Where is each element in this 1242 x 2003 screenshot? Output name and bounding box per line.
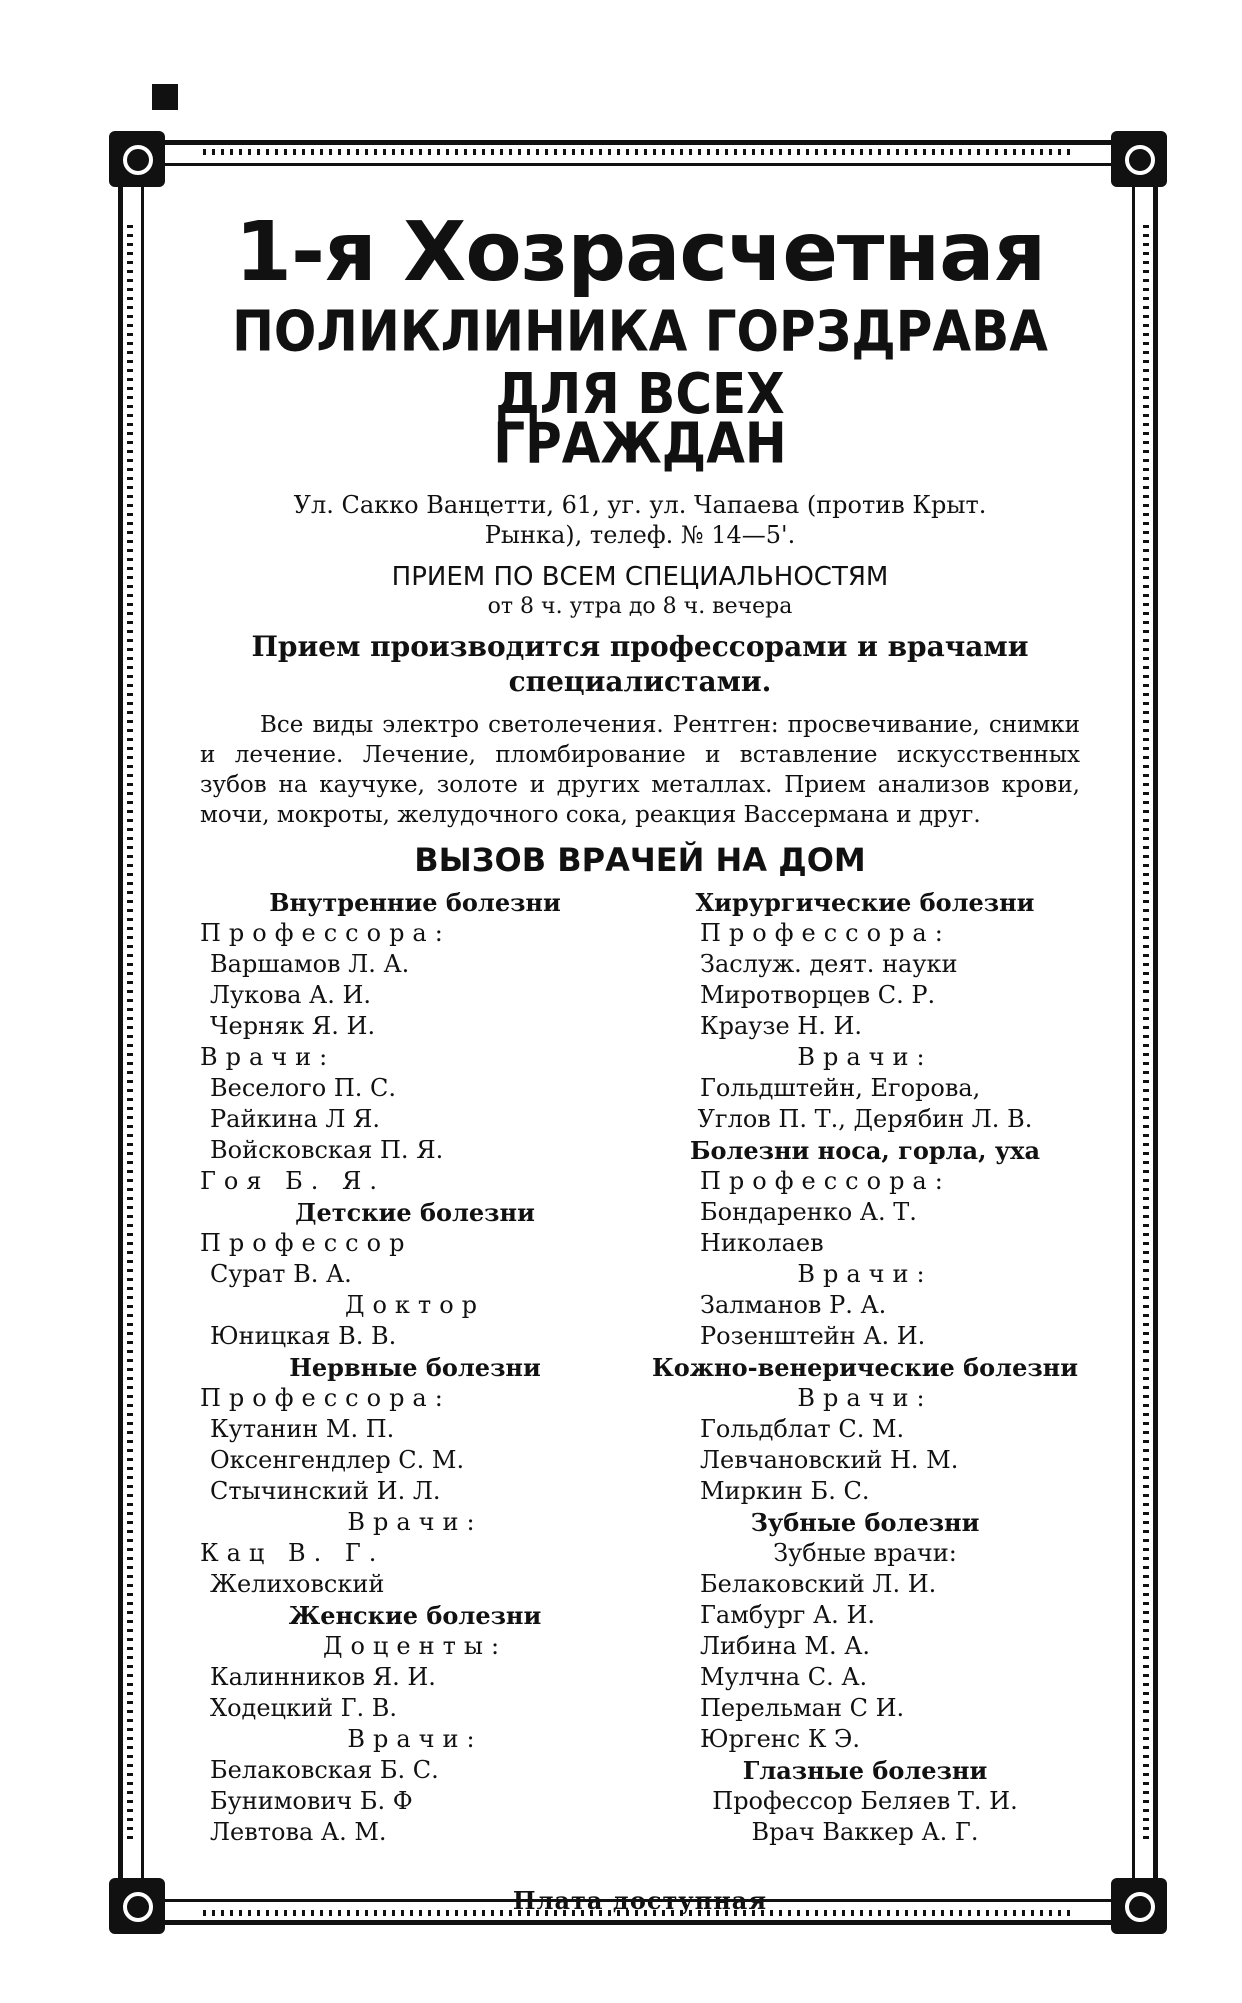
staff-name: Лукова А. И. [210,980,372,1009]
staff-name: Левчановский Н. М. [700,1445,959,1474]
staff-name: Калинников Я. И. [210,1662,436,1691]
role-label: Врачи: [347,1507,483,1536]
specialty-heading: Внутренние болезни [269,887,561,917]
staff-name: Кутанин М. П. [210,1414,395,1443]
frame-rail-right [1143,225,1149,1840]
role-label: Врачи: [347,1724,483,1753]
subtitle-line-1: ПОЛИКЛИНИКА ГОРЗДРАВА ДЛЯ ВСЕХ [232,298,1048,427]
address [200,490,1080,550]
staff-name: Оксенгендлер С. М. [210,1445,465,1474]
staff-name: Бондаренко А. Т. [700,1197,917,1226]
role-label: Врачи: [797,1259,933,1288]
address-line-1: Ул. Сакко Ванцетти, 61, уг. ул. Чапаева (против Крыт. [293,491,987,519]
staff-name: Краузе Н. И. [700,1011,863,1040]
specialty-heading: Детские болезни [295,1197,535,1227]
role-label: Кац В. Г. [200,1538,385,1567]
staff-name: Миркин Б. С. [700,1476,870,1505]
role-label: Врачи: [200,1042,336,1071]
left-column [200,887,630,1848]
page-title: 1-я Хозрасчетная [234,205,1046,300]
specialty-heading: Женские болезни [288,1600,542,1630]
frame-rail-left [127,225,133,1840]
corner-ornament-icon [109,1878,165,1934]
specialty-heading: Глазные болезни [742,1755,988,1785]
specialty-heading: Хирургические болезни [695,887,1035,917]
staff-name: Варшамов Л. А. [210,949,410,978]
role-label: Врачи: [797,1042,933,1071]
staff-name: Профессор Беляев Т. И. [712,1786,1018,1815]
staff-name: Зубные врачи: [773,1538,957,1567]
staff-name: Войсковская П. Я. [210,1135,444,1164]
professors-note-line-1: Прием производится профессорами и врачами [251,630,1029,663]
ad-content [200,200,1080,1915]
print-mark [152,84,178,110]
staff-name: Левтова А. М. [210,1817,387,1846]
staff-name: Миротворцев С. Р. [700,980,936,1009]
house-call-heading: ВЫЗОВ ВРАЧЕЙ НА ДОМ [414,840,866,879]
corner-ornament-icon [1111,1878,1167,1934]
staff-name: Заслуж. деят. науки [700,949,958,978]
staff-name: Гамбург А. И. [700,1600,875,1629]
specialty-heading: Кожно-венерические болезни [651,1352,1079,1382]
corner-ornament-icon [109,131,165,187]
staff-name: Николаев [700,1228,824,1257]
staff-name: Стычинский И. Л. [210,1476,441,1505]
staff-name: Мулчна С. А. [700,1662,868,1691]
staff-name: Врач Ваккер А. Г. [751,1817,979,1846]
staff-name: Залманов Р. А. [700,1290,887,1319]
professors-note [200,629,1080,699]
staff-name: Либина М. А. [700,1631,871,1660]
staff-name: Углов П. Т., Дерябин Л. В. [697,1104,1033,1133]
address-line-2: Рынка), телеф. № 14—5'. [484,521,796,549]
specialty-heading: Нервные болезни [289,1352,541,1382]
role-label: Профессора: [200,1383,451,1412]
corner-ornament-icon [1111,131,1167,187]
staff-name: Розенштейн А. И. [700,1321,926,1350]
specialty-heading: Зубные болезни [750,1507,980,1537]
staff-name: Перельман С И. [700,1693,905,1722]
reception-heading: ПРИЕМ ПО ВСЕМ СПЕЦИАЛЬНОСТЯМ [391,562,889,592]
role-label: Доктор [344,1290,486,1319]
services-description: Все виды электро светолечения. Рентген: просвечивание, снимки и лечение. Лечение, пломбирование и вставление искусственных зубов на каучуке, золоте и других металлах. Прием анализов крови, мочи, мокроты, желудочного сока, реакция Вассермана и друг. [200,712,1080,828]
staff-name: Веселого П. С. [210,1073,397,1102]
staff-name: Сурат В. А. [210,1259,352,1288]
right-column [650,887,1080,1848]
role-label: Профессора: [200,918,451,947]
specialty-heading: Болезни носа, горла, уха [689,1135,1041,1165]
specialties-columns [200,887,1080,1848]
role-label: Гоя Б. Я. [200,1166,386,1195]
subtitle-line-2: ГРАЖДАН [493,410,787,476]
staff-name: Райкина Л Я. [210,1104,381,1133]
staff-name: Бунимович Б. Ф [210,1786,413,1815]
staff-name: Гольдблат С. М. [700,1414,905,1443]
staff-name: Гольдштейн, Егорова, [700,1073,981,1102]
frame-rail-top [203,149,1073,155]
role-label: Врачи: [797,1383,933,1412]
staff-name: Белаковский Л. И. [700,1569,937,1598]
role-label: Профессора: [700,918,951,947]
role-label: Профессора: [700,1166,951,1195]
staff-name: Черняк Я. И. [210,1011,376,1040]
staff-name: Белаковская Б. С. [210,1755,439,1784]
staff-name: Юницкая В. В. [210,1321,397,1350]
staff-name: Ходецкий Г. В. [210,1693,397,1722]
professors-note-line-2: специалистами. [508,665,772,698]
staff-name: Желиховский [210,1569,385,1598]
opening-hours: от 8 ч. утра до 8 ч. вечера [487,594,793,619]
role-label: Доценты: [322,1631,508,1660]
fee-note: Плата доступная [512,1885,768,1915]
role-label: Профессор [200,1228,413,1257]
staff-name: Юргенс К Э. [700,1724,861,1753]
